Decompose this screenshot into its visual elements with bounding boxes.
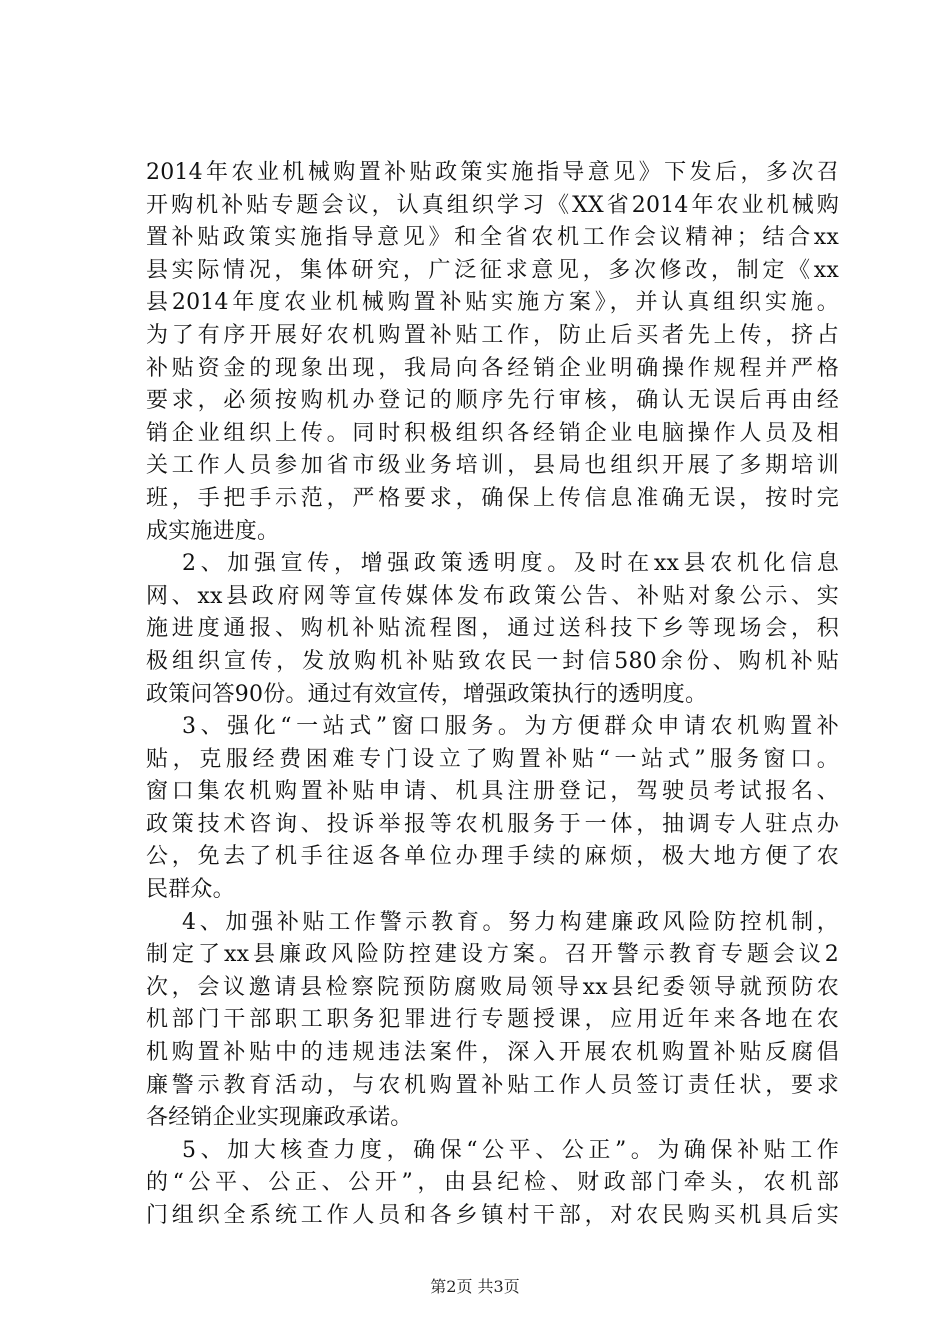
text-line: 极组织宣传，发放购机补贴致农民一封信580余份、购机补贴 [146, 648, 839, 674]
text-line: 廉警示教育活动，与农机购置补贴工作人员签订责任状，要求 [146, 1072, 839, 1098]
text-line: 机购置补贴中的违规违法案件，深入开展农机购置补贴反腐倡 [146, 1040, 839, 1066]
text-line: 民群众。 [146, 877, 235, 903]
text-line: 关工作人员参加省市级业务培训，县局也组织开展了多期培训 [146, 453, 839, 479]
text-line: 各经销企业实现廉政承诺。 [146, 1105, 413, 1131]
text-line: 的“公平、公正、公开”，由县纪检、财政部门牵头，农机部 [146, 1170, 839, 1196]
text-line: 机部门干部职工职务犯罪进行专题授课，应用近年来各地在农 [146, 1007, 839, 1033]
text-line: 制定了xx县廉政风险防控建设方案。召开警示教育专题会议2 [146, 942, 839, 968]
text-line: 补贴资金的现象出现，我局向各经销企业明确操作规程并严格 [146, 355, 839, 381]
paragraph-4-first-line: 4、加强补贴工作警示教育。努力构建廉政风险防控机制， [182, 909, 839, 935]
text-line: 开购机补贴专题会议，认真组织学习《XX省2014年农业机械购 [146, 192, 839, 218]
text-line: 贴，克服经费困难专门设立了购置补贴“一站式”服务窗口。 [146, 746, 839, 772]
document-body [146, 157, 839, 1233]
text-line: 销企业组织上传。同时积极组织各经销企业电脑操作人员及相 [146, 420, 839, 446]
text-line: 公，免去了机手往返各单位办理手续的麻烦，极大地方便了农 [146, 844, 839, 870]
text-line: 门组织全系统工作人员和各乡镇村干部，对农民购买机具后实 [146, 1203, 839, 1228]
text-line: 政策技术咨询、投诉举报等农机服务于一体，抽调专人驻点办 [146, 811, 839, 837]
text-line: 成实施进度。 [146, 518, 280, 544]
text-line: 要求，必须按购机办登记的顺序先行审核，确认无误后再由经 [146, 388, 839, 414]
page-footer: 第2页 共3页 [430, 1277, 520, 1296]
paragraph-2-first-line: 2、加强宣传，增强政策透明度。及时在xx县农机化信息 [182, 551, 839, 577]
text-line: 施进度通报、购机补贴流程图，通过送科技下乡等现场会，积 [146, 616, 839, 642]
text-line: 窗口集农机购置补贴申请、机具注册登记，驾驶员考试报名、 [146, 779, 839, 805]
text-line: 置补贴政策实施指导意见》和全省农机工作会议精神；结合xx [146, 225, 839, 251]
text-line: 县2014年度农业机械购置补贴实施方案》，并认真组织实施。 [146, 290, 839, 316]
text-line: 次，会议邀请县检察院预防腐败局领导xx县纪委领导就预防农 [146, 974, 839, 1000]
text-line: 班，手把手示范，严格要求，确保上传信息准确无误，按时完 [146, 485, 839, 511]
text-line: 网、xx县政府网等宣传媒体发布政策公告、补贴对象公示、实 [146, 583, 839, 609]
paragraph-3-first-line: 3、强化“一站式”窗口服务。为方便群众申请农机购置补 [182, 714, 839, 740]
paragraph-5-first-line: 5、加大核查力度，确保“公平、公正”。为确保补贴工作 [182, 1137, 839, 1163]
text-line: 为了有序开展好农机购置补贴工作，防止后买者先上传，挤占 [146, 322, 839, 348]
text-line: 政策问答90份。通过有效宣传，增强政策执行的透明度。 [146, 681, 708, 707]
text-line: 2014年农业机械购置补贴政策实施指导意见》下发后，多次召 [146, 160, 839, 185]
text-line: 县实际情况，集体研究，广泛征求意见，多次修改，制定《xx [146, 257, 839, 283]
